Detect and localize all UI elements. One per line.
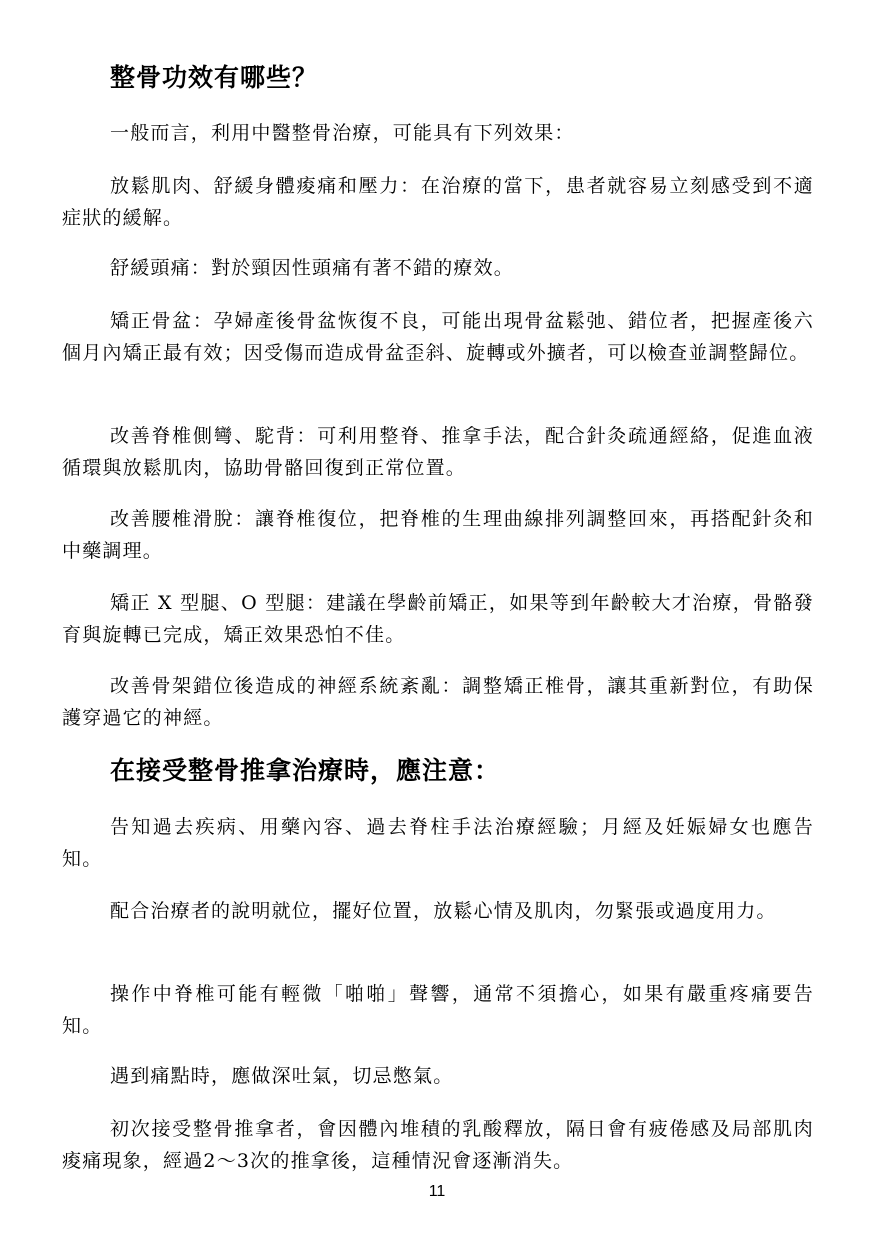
paragraph-benefit-legs: 矯正 X 型腿、O 型腿：建議在學齡前矯正，如果等到年齡較大才治療，骨骼發育與旋轉已完成，矯正效果恐怕不佳。 bbox=[62, 592, 814, 646]
paragraph-benefit-nerves: 改善骨架錯位後造成的神經系統紊亂：調整矯正椎骨，讓其重新對位，有助保護穿過它的神經。 bbox=[62, 675, 814, 729]
paragraph-intro: 一般而言，利用中醫整骨治療，可能具有下列效果： bbox=[110, 122, 575, 144]
section-heading-precautions: 在接受整骨推拿治療時，應注意： bbox=[110, 756, 501, 785]
section-heading-benefits: 整骨功效有哪些？ bbox=[110, 63, 319, 92]
paragraph-benefit-relax: 放鬆肌肉、舒緩身體痠痛和壓力：在治療的當下，患者就容易立刻感受到不適症狀的緩解。 bbox=[62, 175, 814, 229]
paragraph-precaution-sounds: 操作中脊椎可能有輕微「啪啪」聲響，通常不須擔心，如果有嚴重疼痛要告知。 bbox=[62, 983, 814, 1037]
paragraph-benefit-pelvis: 矯正骨盆：孕婦產後骨盆恢復不良，可能出現骨盆鬆弛、錯位者，把握產後六個月內矯正最有效；因受傷而造成骨盆歪斜、旋轉或外擴者，可以檢查並調整歸位。 bbox=[62, 310, 814, 364]
paragraph-benefit-spondylolisthesis: 改善腰椎滑脫：讓脊椎復位，把脊椎的生理曲線排列調整回來，再搭配針灸和中藥調理。 bbox=[62, 508, 814, 562]
paragraph-benefit-headache: 舒緩頭痛：對於頸因性頭痛有著不錯的療效。 bbox=[110, 257, 515, 279]
paragraph-precaution-position: 配合治療者的說明就位，擺好位置，放鬆心情及肌肉，勿緊張或過度用力。 bbox=[110, 900, 777, 922]
paragraph-precaution-breathing: 遇到痛點時，應做深吐氣，切忌憋氣。 bbox=[110, 1065, 454, 1087]
paragraph-precaution-history: 告知過去疾病、用藥內容、過去脊柱手法治療經驗；月經及妊娠婦女也應告知。 bbox=[62, 816, 814, 870]
page-number: 11 bbox=[428, 1183, 446, 1200]
paragraph-precaution-soreness: 初次接受整骨推拿者，會因體內堆積的乳酸釋放，隔日會有疲倦感及局部肌肉痠痛現象，經過2～3次的推拿後，這種情況會逐漸消失。 bbox=[62, 1118, 814, 1172]
paragraph-benefit-scoliosis: 改善脊椎側彎、駝背：可利用整脊、推拿手法，配合針灸疏通經絡，促進血液循環與放鬆肌肉，協助骨骼回復到正常位置。 bbox=[62, 425, 814, 479]
